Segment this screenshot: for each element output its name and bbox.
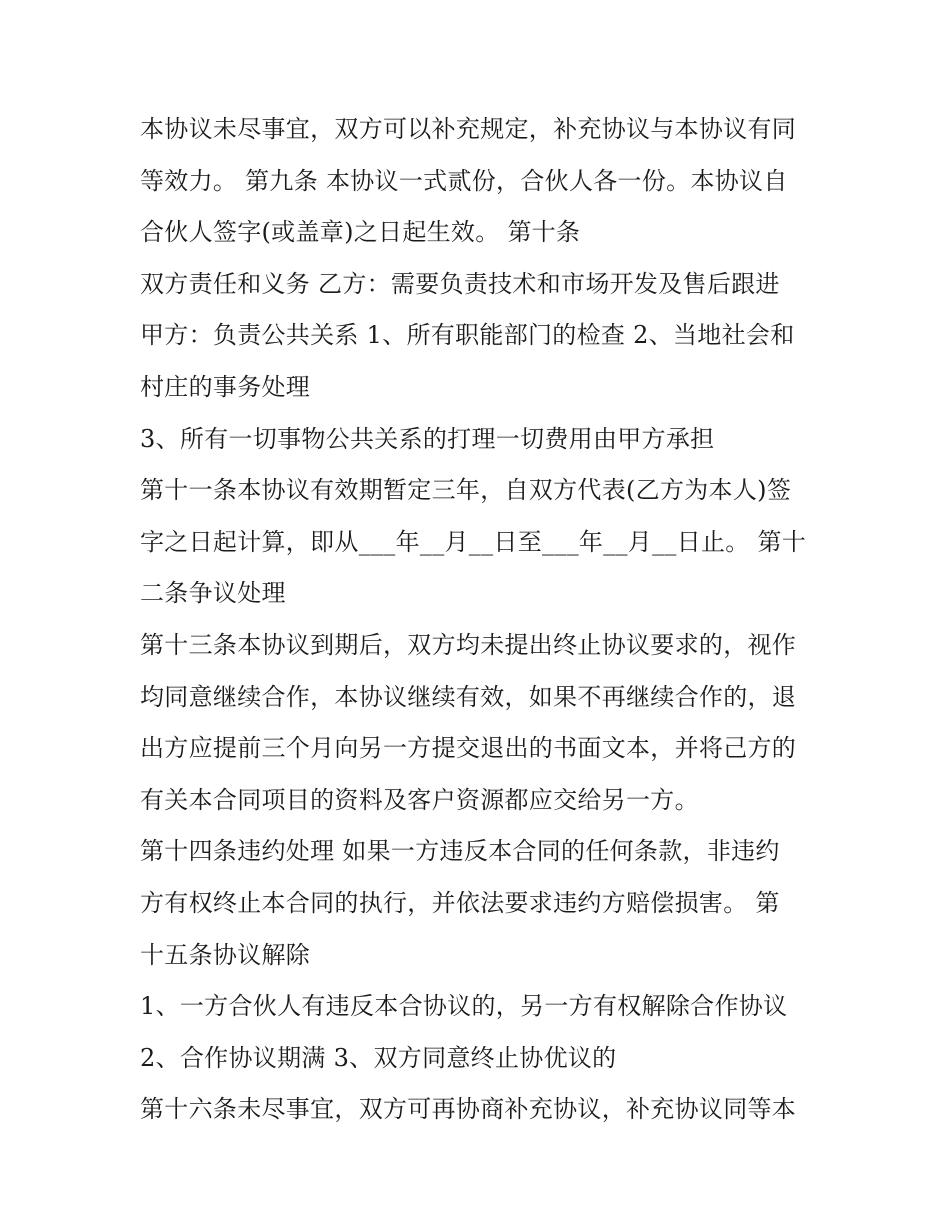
document-body	[140, 104, 830, 1136]
text-line: 双方责任和义务 乙方：需要负责技术和市场开发及售后跟进	[140, 269, 780, 298]
text-line: 方有权终止本合同的执行，并依法要求违约方赔偿损害。 第	[140, 888, 780, 917]
text-line: 第十三条本协议到期后，双方均未提出终止协议要求的，视作	[140, 630, 797, 659]
text-line: 有关本合同项目的资料及客户资源都应交给另一方。	[140, 785, 699, 814]
text-line: 第十一条本协议有效期暂定三年，自双方代表(乙方为本人)签	[140, 476, 792, 505]
text-line: 出方应提前三个月向另一方提交退出的书面文本，并将己方的	[140, 734, 797, 763]
text-line: 第十六条未尽事宜，双方可再协商补充协议，补充协议同等本	[140, 1095, 797, 1124]
text-line: 字之日起计算，即从___年__月__日至___年__月__日止。 第十	[140, 527, 807, 556]
text-line: 村庄的事务处理	[140, 372, 311, 401]
text-line: 均同意继续合作，本协议继续有效，如果不再继续合作的，退	[140, 682, 797, 711]
text-line: 第十四条违约处理 如果一方违反本合同的任何条款，非违约	[140, 837, 780, 866]
text-line: 甲方：负责公共关系 1、所有职能部门的检查 2、当地社会和	[140, 321, 795, 350]
text-line: 3、所有一切事物公共关系的打理一切费用由甲方承担	[140, 424, 715, 453]
text-line: 本协议未尽事宜，双方可以补充规定，补充协议与本协议有同	[140, 115, 797, 143]
text-line: 1、一方合伙人有违反本合协议的，另一方有权解除合作协议	[140, 992, 788, 1021]
text-line: 等效力。 第九条 本协议一式贰份，合伙人各一份。本协议自	[140, 166, 788, 195]
text-line: 二条争议处理	[140, 579, 286, 608]
text-line: 合伙人签字(或盖章)之日起生效。 第十条	[140, 218, 581, 247]
text-line: 十五条协议解除	[140, 940, 311, 969]
text-line: 2、合作协议期满 3、双方同意终止协优议的	[140, 1043, 617, 1072]
